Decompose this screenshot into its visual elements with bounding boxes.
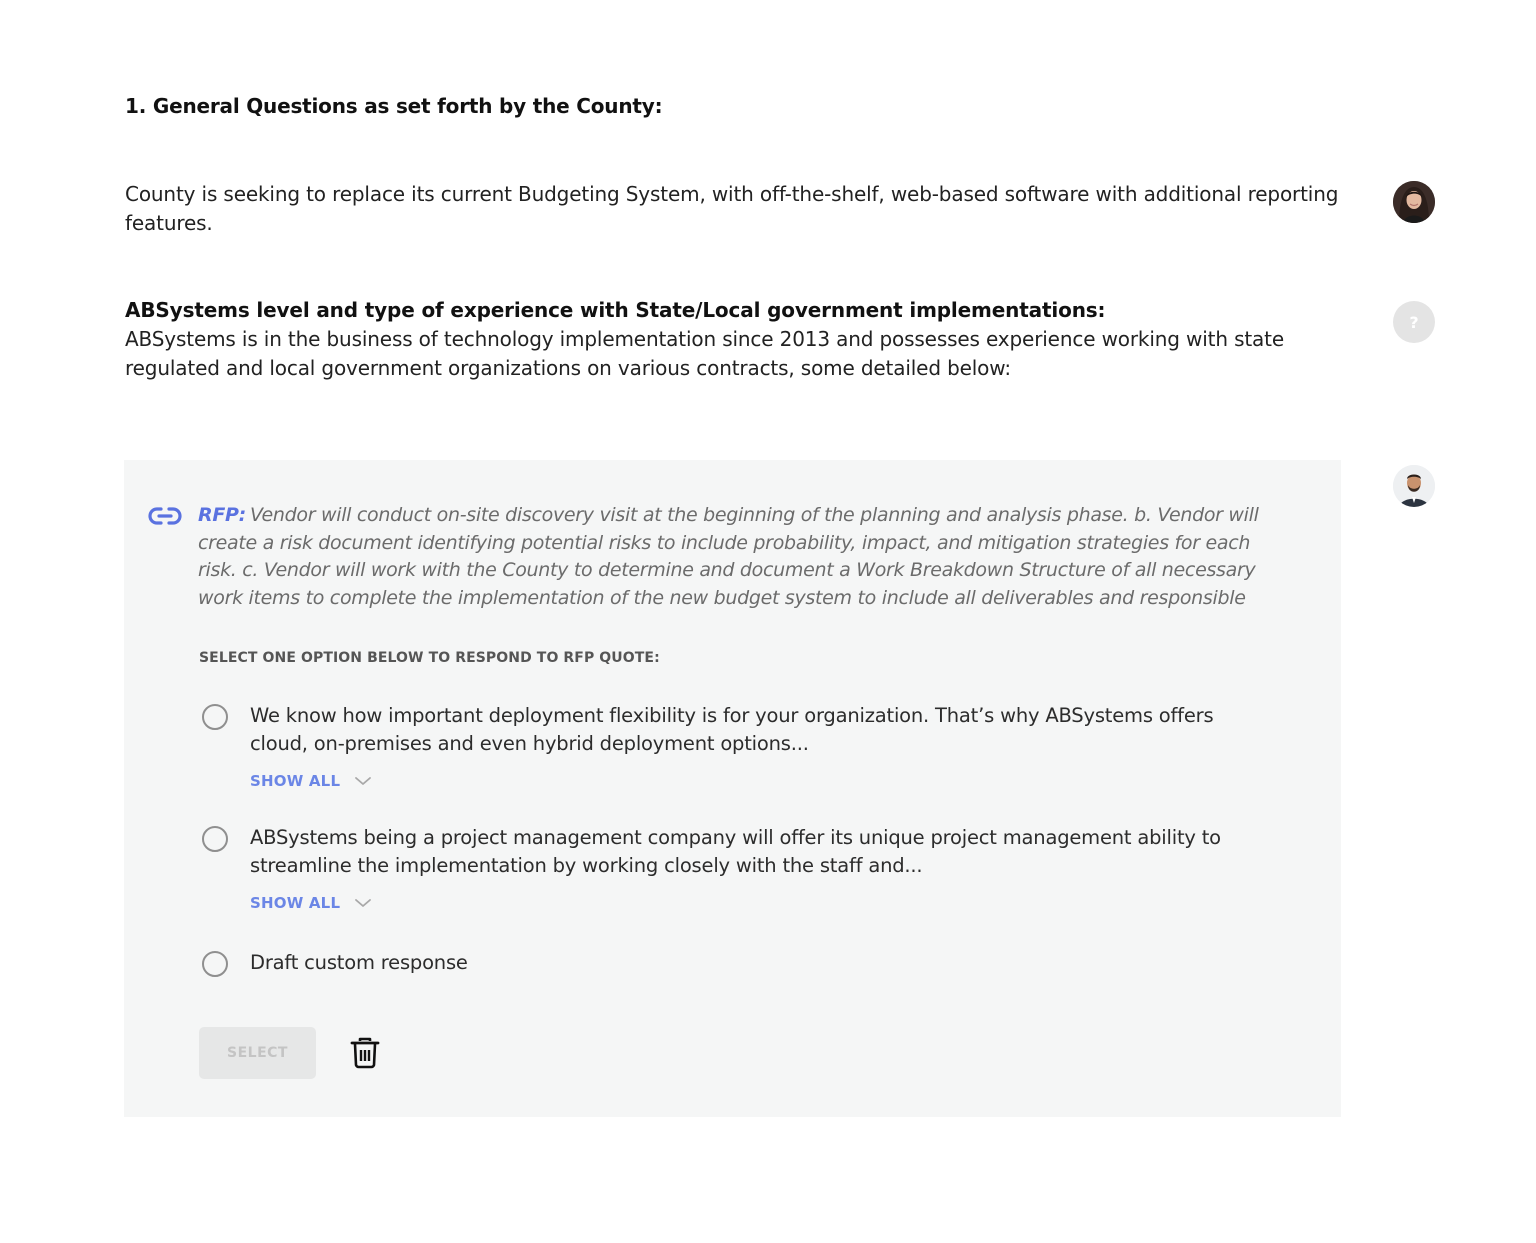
rfp-quote [198,502,1288,612]
unknown-user-icon[interactable]: ? [1393,301,1435,343]
show-all-button[interactable] [250,772,372,790]
trash-icon[interactable] [349,1036,381,1070]
experience-block [125,296,1350,383]
experience-body: ABSystems is in the business of technology implementation since 2013 and possesses experience working with state regulated and local government organizations on various contracts, some detailed below: [125,327,1285,380]
chevron-down-icon [354,775,372,787]
experience-heading: ABSystems level and type of experience with State/Local government implementations: [125,298,1106,322]
show-all-button[interactable] [250,894,372,912]
rfp-quote-text: Vendor will conduct on-site discovery visit at the beginning of the planning and analysis phase. b. Vendor will create a risk document identifying potential risks to include probability, impact, and mitigation strategies for each risk. c. Vendor will work with the County to determine and document a Work Breakdown Structure of all necessary work items to complete the implementation of the new budget system to include all deliverables and responsible [198,504,1259,609]
section-title: 1. General Questions as set forth by the County: [125,94,663,118]
avatar-male-icon [1393,465,1435,507]
rfp-response-card [124,460,1341,1117]
link-icon[interactable] [148,506,182,526]
option-text: Draft custom response [250,951,468,974]
chevron-down-icon [354,897,372,909]
avatar-female-icon [1393,181,1435,223]
option-radio[interactable] [202,951,228,977]
response-options-heading: SELECT ONE OPTION BELOW TO RESPOND TO RFP QUOTE: [199,650,660,666]
option-text: We know how important deployment flexibility is for your organization. That’s why ABSystems offers cloud, on-premises and even hybrid deployment options... [250,704,1214,755]
option-radio[interactable] [202,826,228,852]
user-avatar-female[interactable] [1393,181,1435,223]
show-all-label: SHOW ALL [250,772,341,790]
intro-paragraph: County is seeking to replace its current Budgeting System, with off-the-shelf, web-based software with additional reporting features. [125,182,1339,235]
select-button[interactable]: SELECT [199,1027,316,1079]
user-avatar-male[interactable] [1393,465,1435,507]
rfp-label: RFP: [198,504,246,526]
show-all-label: SHOW ALL [250,894,341,912]
option-radio[interactable] [202,704,228,730]
option-text: ABSystems being a project management company will offer its unique project management ability to streamline the implementation by working closely with the staff and... [250,826,1221,877]
